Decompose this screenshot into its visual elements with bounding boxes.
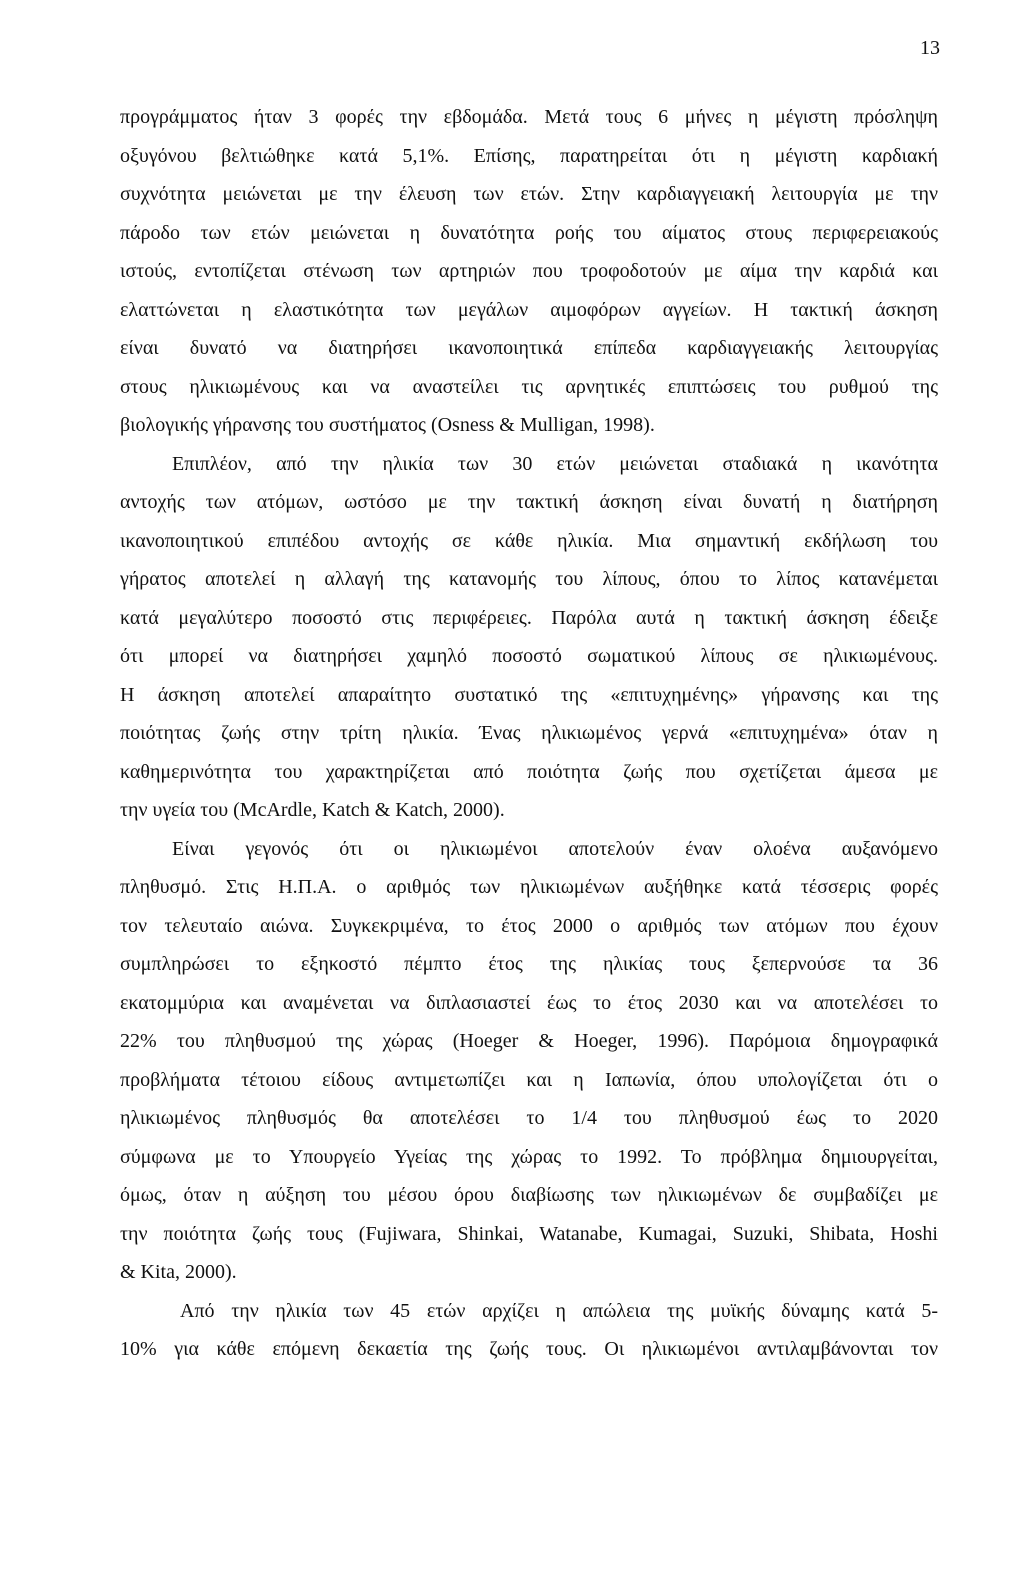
text-line: ικανοποιητικού επιπέδου αντοχής σε κάθε ηλικία. Μια σημαντική εκδήλωση του	[120, 529, 938, 552]
text-line: 22% του πληθυσμού της χώρας (Hoeger & Hoeger, 1996). Παρόμοια δημογραφικά	[120, 1030, 938, 1052]
text-line: τον τελευταίο αιώνα. Συγκεκριμένα, το έτος 2000 ο αριθμός των ατόμων που έχουν	[120, 914, 938, 937]
text-line: όμως, όταν η αύξηση του μέσου όρου διαβίωσης των ηλικιωμένων δε συμβαδίζει με	[120, 1184, 938, 1206]
page-number: 13	[920, 37, 940, 59]
text-line: εκατομμύρια και αναμένεται να διπλασιαστεί έως το έτος 2030 και να αποτελέσει το	[120, 991, 938, 1014]
text-line: Η άσκηση αποτελεί απαραίτητο συστατικό της «επιτυχημένης» γήρανσης και της	[120, 683, 938, 706]
text-line: βιολογικής γήρανσης του συστήματος (Osness & Mulligan, 1998).	[120, 414, 655, 436]
text-line: την υγεία του (McArdle, Katch & Katch, 2000).	[120, 799, 505, 821]
paragraph-start-line: Επιπλέον, από την ηλικία των 30 ετών μειώνεται σταδιακά η ικανότητα	[172, 452, 938, 475]
text-line: προγράμματος ήταν 3 φορές την εβδομάδα. Μετά τους 6 μήνες η μέγιστη πρόσληψη	[120, 106, 938, 128]
text-line: ελαττώνεται η ελαστικότητα των μεγάλων αιμοφόρων αγγείων. Η τακτική άσκηση	[120, 298, 938, 321]
text-line: γήρατος αποτελεί η αλλαγή της κατανομής του λίπους, όπου το λίπος κατανέμεται	[120, 568, 938, 590]
text-line: αντοχής των ατόμων, ωστόσο με την τακτική άσκηση είναι δυνατή η διατήρηση	[120, 491, 938, 513]
text-line: ποιότητας ζωής στην τρίτη ηλικία. Ένας ηλικιωμένος γερνά «επιτυχημένα» όταν η	[120, 722, 938, 744]
text-line: συχνότητα μειώνεται με την έλευση των ετών. Στην καρδιαγγειακή λειτουργία με την	[120, 183, 938, 205]
text-line: κατά μεγαλύτερο ποσοστό στις περιφέρειες. Παρόλα αυτά η τακτική άσκηση έδειξε	[120, 606, 938, 629]
text-line: 10% για κάθε επόμενη δεκαετία της ζωής τους. Οι ηλικιωμένοι αντιλαμβάνονται τον	[120, 1338, 938, 1360]
text-line: & Kita, 2000).	[120, 1261, 237, 1283]
paragraph-start-line: Είναι γεγονός ότι οι ηλικιωμένοι αποτελούν έναν ολοένα αυξανόμενο	[172, 837, 938, 860]
document-body	[120, 98, 938, 1369]
text-line: πάροδο των ετών μειώνεται η δυνατότητα ροής του αίματος στους περιφερειακούς	[120, 221, 938, 244]
paragraph-start-line: Από την ηλικία των 45 ετών αρχίζει η απώλεια της μυϊκής δύναμης κατά 5-	[180, 1299, 938, 1322]
text-line: στους ηλικιωμένους και να αναστείλει τις αρνητικές επιπτώσεις του ρυθμού της	[120, 375, 938, 398]
text-line: ότι μπορεί να διατηρήσει χαμηλό ποσοστό σωματικού λίπους σε ηλικιωμένους.	[120, 645, 938, 667]
text-line: προβλήματα τέτοιου είδους αντιμετωπίζει και η Ιαπωνία, όπου υπολογίζεται ότι ο	[120, 1068, 938, 1091]
text-line: οξυγόνου βελτιώθηκε κατά 5,1%. Επίσης, παρατηρείται ότι η μέγιστη καρδιακή	[120, 144, 938, 167]
text-line: καθημερινότητα του χαρακτηρίζεται από ποιότητα ζωής που σχετίζεται άμεσα με	[120, 760, 938, 783]
text-line: σύμφωνα με το Υπουργείο Υγείας της χώρας το 1992. Το πρόβλημα δημιουργείται,	[120, 1145, 938, 1168]
text-line: είναι δυνατό να διατηρήσει ικανοποιητικά επίπεδα καρδιαγγειακής λειτουργίας	[120, 337, 938, 359]
text-line: συμπληρώσει το εξηκοστό πέμπτο έτος της ηλικίας τους ξεπερνούσε τα 36	[120, 953, 938, 975]
text-line: την ποιότητα ζωής τους (Fujiwara, Shinkai, Watanabe, Kumagai, Suzuki, Shibata, Hoshi	[120, 1222, 938, 1245]
text-line: πληθυσμό. Στις Η.Π.Α. ο αριθμός των ηλικιωμένων αυξήθηκε κατά τέσσερις φορές	[120, 876, 938, 898]
text-line: ιστούς, εντοπίζεται στένωση των αρτηριών που τροφοδοτούν με αίμα την καρδιά και	[120, 260, 938, 282]
text-line: ηλικιωμένος πληθυσμός θα αποτελέσει το 1/4 του πληθυσμού έως το 2020	[120, 1107, 938, 1129]
